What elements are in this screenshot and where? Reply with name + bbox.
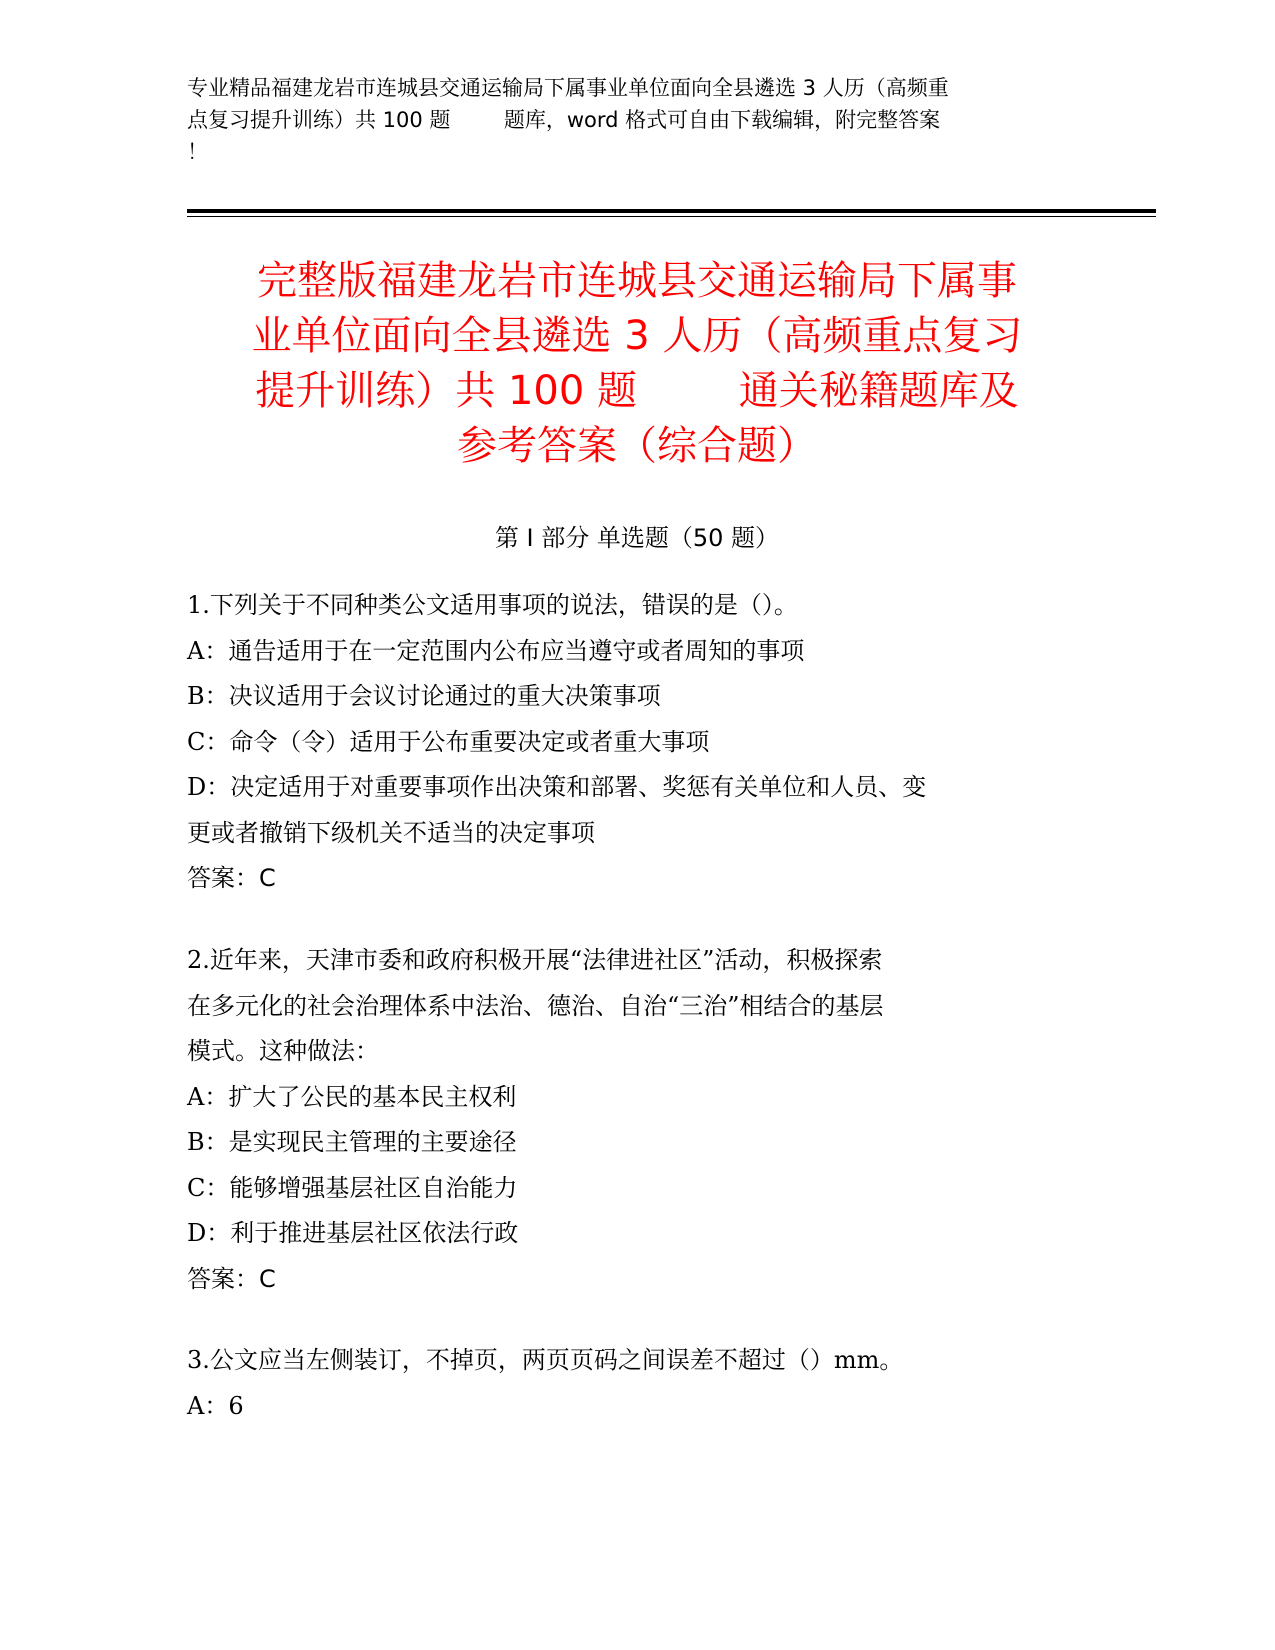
question-option: D：决定适用于对重要事项作出决策和部署、奖惩有关单位和人员、变 [187,773,927,801]
question-stem: 3.公文应当左侧装订，不掉页，两页页码之间误差不超过（）mm。 [187,1346,904,1374]
question-option: A：6 [187,1391,244,1420]
header-divider-thin [187,216,1156,217]
question-answer: 答案：C [187,864,276,892]
question-option: 更或者撤销下级机关不适当的决定事项 [187,818,595,847]
header-note-line: 点复习提升训练）共 100 题 题库，word 格式可自由下载编辑，附完整答案 [187,108,941,132]
document-title-line: 完整版福建龙岩市连城县交通运输局下属事 [257,258,1017,304]
question-option: A：通告适用于在一定范围内公布应当遵守或者周知的事项 [187,636,805,665]
question-answer: 答案：C [187,1264,276,1293]
question-stem: 模式。这种做法： [187,1037,379,1065]
question-stem: 2.近年来，天津市委和政府积极开展“法律进社区”活动，积极探索 [187,946,883,974]
header-note-line: 专业精品福建龙岩市连城县交通运输局下属事业单位面向全县遴选 3 人历（高频重 [187,76,949,100]
document-title-line: 参考答案（综合题） [457,423,817,469]
header-note-line: ！ [187,140,208,164]
question-3 [187,1338,1087,1429]
question-option: C：命令（令）适用于公布重要决定或者重大事项 [187,727,710,756]
document-title-line: 提升训练）共 100 题 通关秘籍题库及 [255,368,1019,414]
question-2 [187,938,1087,1302]
question-stem: 在多元化的社会治理体系中法治、德治、自治“三治”相结合的基层 [187,991,884,1020]
header-divider-thick [187,209,1156,213]
question-option: A：扩大了公民的基本民主权利 [187,1082,517,1111]
header-note [187,72,1087,168]
question-stem: 1.下列关于不同种类公文适用事项的说法，错误的是（）。 [187,591,798,619]
question-1 [187,583,1087,902]
question-option: C：能够增强基层社区自治能力 [187,1173,518,1202]
question-option: B：是实现民主管理的主要途径 [187,1128,517,1156]
question-option: D：利于推进基层社区依法行政 [187,1219,519,1247]
question-option: B：决议适用于会议讨论通过的重大决策事项 [187,682,661,710]
document-title [187,254,1087,474]
section-title: 第 I 部分 单选题（50 题） [494,524,780,552]
document-title-line: 业单位面向全县遴选 3 人历（高频重点复习 [251,313,1023,359]
